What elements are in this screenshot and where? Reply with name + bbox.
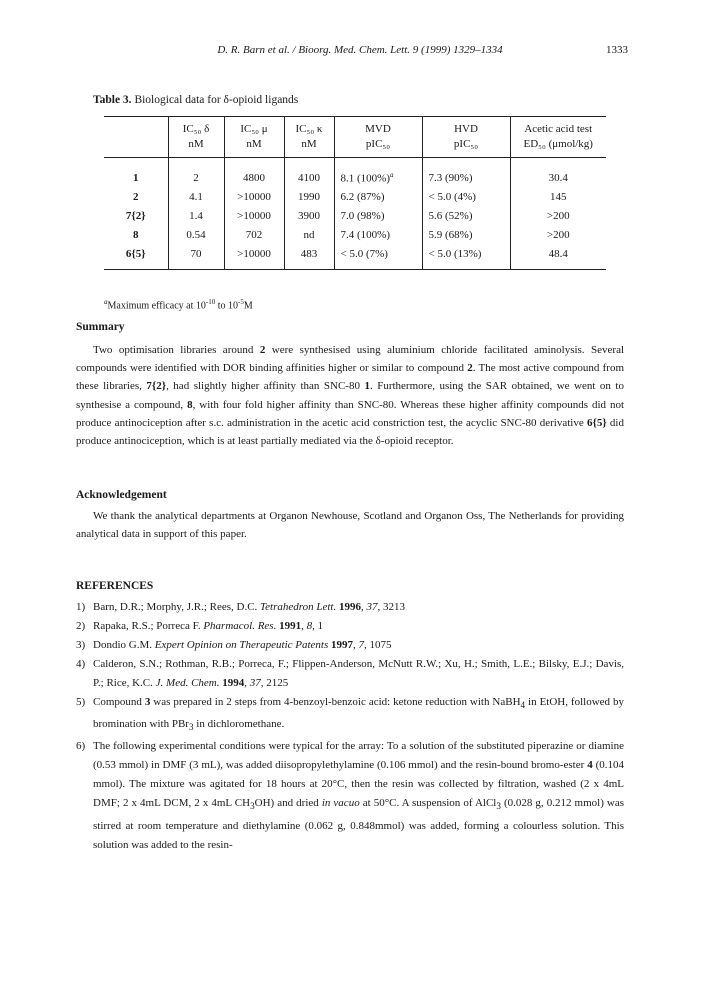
acknowledgement-paragraph: We thank the analytical departments at Organon Newhouse, Scotland and Organon Oss, The Netherlands for providing analytical data in support of this paper. [76, 510, 624, 541]
cell-ic50-mu: 4800 [224, 158, 284, 188]
table-caption [93, 94, 298, 106]
cell-ic50-kappa: 1990 [284, 187, 334, 206]
header-ic50-mu: IC₅₀ μ nM [224, 117, 284, 158]
cell-acetic: >200 [510, 206, 606, 225]
biological-data-table [104, 116, 606, 270]
table-caption-label: Table 3. [93, 94, 132, 106]
reference-item: 5) Compound 3 was prepared in 2 steps from 4-benzoyl-benzoic acid: ketone reduction with NaBH$_4$ in EtOH, followed by bromination with PBr$_3$ in dichloromethane. [76, 696, 624, 733]
cell-acetic: >200 [510, 225, 606, 244]
summary-paragraph: Two optimisation libraries around 2 were synthesised using aluminium chloride facilitated aminolysis. Several compounds were identified with DOR binding affinities higher or similar to compound 2. The most active compound from these libraries, 7{2}, had slightly higher affinity than SNC-80 1. Furthermore, using the SAR obtained, we went on to synthesise a compound, 8, with four fold higher affinity than SNC-80. Whereas these higher affinity compounds did not produce antinociception after s.c. administration in the acetic acid constriction test, the acyclic SNC-80 derivative 6{5} did produce antinociception, which is at least partially mediated via the δ-opioid receptor. [76, 344, 625, 448]
cell-hvd: < 5.0 (13%) [422, 244, 510, 270]
table-caption-text: Biological data for δ-opioid ligands [134, 94, 299, 106]
cell-acetic: 30.4 [510, 158, 606, 188]
page-number: 1333 [606, 44, 628, 56]
header-hvd: HVD pIC₅₀ [422, 117, 510, 158]
cell-ic50-kappa: nd [284, 225, 334, 244]
cell-compound: 7{2} [125, 209, 146, 222]
cell-ic50-delta: 70 [168, 244, 224, 270]
cell-mvd: 7.0 (98%) [334, 206, 422, 225]
table-row [104, 244, 606, 270]
cell-compound: 8 [133, 228, 139, 241]
reference-item: 4) Calderon, S.N.; Rothman, R.B.; Porreca, F.; Flippen-Anderson, McNutt R.W.; Xu, H.; Smith, L.E.; Bilsky, E.J.; Davis, P.; Rice, K.C. J. Med. Chem. 1994, 37, 2125 [76, 658, 624, 689]
header-ic50-kappa: IC₅₀ κ nM [284, 117, 334, 158]
references-heading: REFERENCES [76, 580, 154, 592]
cell-ic50-mu: 702 [224, 225, 284, 244]
cell-ic50-mu: >10000 [224, 244, 284, 270]
cell-hvd: 7.3 (90%) [422, 158, 510, 188]
cell-ic50-kappa: 483 [284, 244, 334, 270]
cell-ic50-delta: 0.54 [168, 225, 224, 244]
cell-ic50-delta: 4.1 [168, 187, 224, 206]
cell-hvd: 5.6 (52%) [422, 206, 510, 225]
cell-hvd: 5.9 (68%) [422, 225, 510, 244]
footnote-marker: a [390, 170, 394, 179]
cell-hvd: < 5.0 (4%) [422, 187, 510, 206]
header-acetic-acid: Acetic acid test ED₅₀ (μmol/kg) [510, 117, 606, 158]
cell-ic50-delta: 1.4 [168, 206, 224, 225]
cell-ic50-mu: >10000 [224, 187, 284, 206]
summary-heading: Summary [76, 321, 125, 333]
cell-compound: 2 [133, 190, 139, 203]
cell-acetic: 145 [510, 187, 606, 206]
cell-ic50-delta: 2 [168, 158, 224, 188]
citation-header: D. R. Barn et al. / Bioorg. Med. Chem. Lett. 9 (1999) 1329–1334 [217, 44, 503, 56]
table-header-row [104, 117, 606, 158]
cell-ic50-mu: >10000 [224, 206, 284, 225]
table-row [104, 206, 606, 225]
acknowledgement-heading: Acknowledgement [76, 489, 167, 501]
reference-item: 2) Rapaka, R.S.; Porreca F. Pharmacol. Res. 1991, 8, 1 [76, 620, 324, 632]
header-compound [104, 117, 168, 158]
cell-mvd: < 5.0 (7%) [334, 244, 422, 270]
cell-mvd: 6.2 (87%) [334, 187, 422, 206]
cell-mvd: 7.4 (100%) [334, 225, 422, 244]
cell-ic50-kappa: 4100 [284, 158, 334, 188]
reference-item: 1) Barn, D.R.; Morphy, J.R.; Rees, D.C. Tetrahedron Lett. 1996, 37, 3213 [76, 601, 405, 613]
reference-item: 3) Dondio G.M. Expert Opinion on Therapeutic Patents 1997, 7, 1075 [76, 639, 392, 651]
references-list [76, 598, 624, 855]
cell-acetic: 48.4 [510, 244, 606, 270]
cell-compound: 1 [133, 171, 139, 184]
header-ic50-delta: IC₅₀ δ nM [168, 117, 224, 158]
table-footnote: $^a$Maximum efficacy at $10^{-10}$ to $10^{-5}M$ [104, 298, 253, 312]
running-head [0, 44, 720, 60]
cell-ic50-kappa: 3900 [284, 206, 334, 225]
cell-mvd: 8.1 $(100\%)^a$ [334, 158, 422, 188]
header-mvd: MVD pIC₅₀ [334, 117, 422, 158]
reference-item: 6) The following experimental conditions were typical for the array: To a solution of the substituted piperazine or diamine (0.53 mmol) in DMF (3 mL), was added diisopropylethylamine (0.106 mmol) and the resin-bound bromo-ester 4 (0.104 mmol). The mixture was agitated for 18 hours at 20°C, then the resin was collected by filtration, washed (2 x 4mL DMF; 2 x 4mL DCM, 2 x 4mL $CH_3OH$) and dried in vacuo at 50°C. A suspension of AlCl$_3$ (0.028 g, 0.212 mmol) was stirred at room temperature and diethylamine (0.062 g, 0.848mmol) was added, forming a colourless solution. This solution was added to the resin- [76, 740, 625, 851]
table-row [104, 187, 606, 206]
table-row [104, 158, 606, 188]
table-row [104, 225, 606, 244]
cell-compound: 6{5} [104, 244, 168, 270]
